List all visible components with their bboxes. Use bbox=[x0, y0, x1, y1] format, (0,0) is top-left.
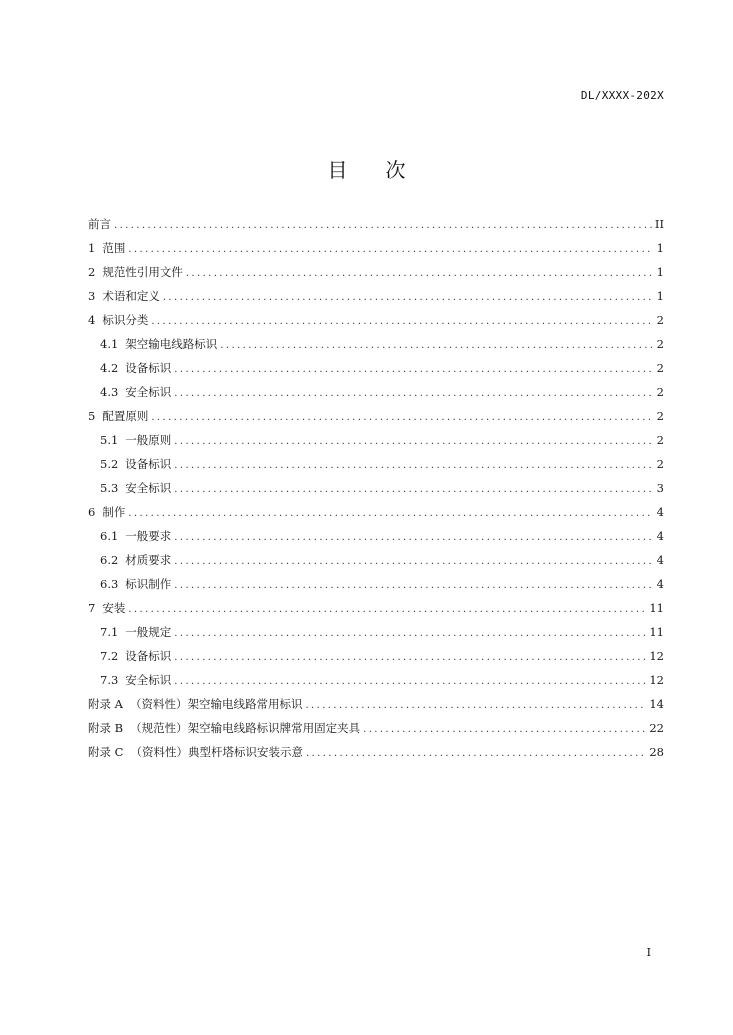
toc-entry-page: 14 bbox=[649, 697, 664, 711]
toc-entry-page: 12 bbox=[649, 673, 664, 687]
toc-entry-number: 附录 B bbox=[88, 721, 124, 735]
toc-entry-label bbox=[100, 380, 171, 404]
toc-entry-page: 1 bbox=[656, 241, 664, 255]
toc-entry[interactable] bbox=[88, 740, 664, 764]
toc-entry-title: 范围 bbox=[102, 241, 126, 255]
toc-entry[interactable] bbox=[88, 380, 664, 404]
toc-dot-leader bbox=[174, 622, 646, 646]
toc-entry[interactable] bbox=[88, 716, 664, 740]
toc-entry-number: 6.3 bbox=[100, 577, 119, 591]
toc-entry-number: 4.1 bbox=[100, 337, 119, 351]
toc-dot-leader bbox=[174, 670, 646, 694]
toc-entry-page: 3 bbox=[656, 481, 664, 495]
toc-entry-title: 架空输电线路标识 bbox=[125, 337, 218, 351]
toc-entry[interactable] bbox=[88, 668, 664, 692]
toc-entry-page: 4 bbox=[656, 553, 664, 567]
toc-entry-page: 2 bbox=[656, 457, 664, 471]
toc-entry[interactable] bbox=[88, 572, 664, 596]
toc-dot-leader bbox=[151, 406, 653, 430]
toc-entry-title: 规范性引用文件 bbox=[102, 265, 183, 279]
toc-entry-number: 6.2 bbox=[100, 553, 119, 567]
toc-entry-label bbox=[88, 500, 125, 524]
toc-dot-leader bbox=[174, 646, 646, 670]
toc-entry-number: 2 bbox=[88, 265, 96, 279]
toc-entry-page: 4 bbox=[656, 577, 664, 591]
toc-entry-label bbox=[88, 236, 125, 260]
toc-entry-page: 4 bbox=[656, 529, 664, 543]
toc-entry-page: II bbox=[654, 217, 664, 231]
toc-entry[interactable] bbox=[88, 236, 664, 260]
toc-entry[interactable] bbox=[88, 212, 664, 236]
toc-entry-label bbox=[88, 740, 303, 764]
toc-entry[interactable] bbox=[88, 452, 664, 476]
toc-entry-title: （规范性）架空输电线路标识牌常用固定夹具 bbox=[130, 721, 361, 735]
toc-entry-title: 一般要求 bbox=[125, 529, 172, 543]
toc-entry-page: 11 bbox=[649, 625, 664, 639]
toc-dot-leader bbox=[151, 310, 653, 334]
toc-entry-number: 4.3 bbox=[100, 385, 119, 399]
toc-entry-number: 5.1 bbox=[100, 433, 119, 447]
toc-entry-page: 2 bbox=[656, 433, 664, 447]
toc-entry-label bbox=[100, 548, 171, 572]
toc-entry-title: 配置原则 bbox=[102, 409, 149, 423]
toc-entry[interactable] bbox=[88, 476, 664, 500]
toc-entry-title: （资料性）架空输电线路常用标识 bbox=[129, 697, 303, 711]
toc-entry-page: 4 bbox=[656, 505, 664, 519]
toc-entry-page: 2 bbox=[656, 313, 664, 327]
toc-dot-leader bbox=[363, 718, 646, 742]
toc-entry-title: 前言 bbox=[88, 217, 111, 231]
toc-entry-title: 一般规定 bbox=[125, 625, 172, 639]
toc-entry-label bbox=[88, 212, 111, 236]
toc-entry-page: 2 bbox=[656, 361, 664, 375]
toc-entry-number: 7 bbox=[88, 601, 96, 615]
toc-dot-leader bbox=[174, 382, 653, 406]
toc-entry-number: 附录 C bbox=[88, 745, 124, 759]
toc-entry-page: 1 bbox=[656, 265, 664, 279]
toc-entry-page: 2 bbox=[656, 337, 664, 351]
toc-dot-leader bbox=[306, 742, 646, 766]
toc-entry-title: 设备标识 bbox=[125, 457, 172, 471]
toc-entry-label bbox=[100, 356, 171, 380]
toc-dot-leader bbox=[174, 430, 653, 454]
toc-entry-label bbox=[100, 452, 171, 476]
toc-title bbox=[0, 154, 733, 183]
toc-entry[interactable] bbox=[88, 548, 664, 572]
toc-dot-leader bbox=[174, 478, 653, 502]
toc-entry-page: 11 bbox=[649, 601, 664, 615]
toc-entry-page: 12 bbox=[649, 649, 664, 663]
toc-entry-label bbox=[100, 572, 171, 596]
toc-entry-title: 设备标识 bbox=[125, 649, 172, 663]
page-number: I bbox=[646, 946, 651, 959]
toc-entry-label bbox=[100, 668, 171, 692]
toc-entry-page: 2 bbox=[656, 385, 664, 399]
toc-entry-label bbox=[88, 716, 360, 740]
toc-dot-leader bbox=[114, 214, 652, 238]
toc-entry-title: 制作 bbox=[102, 505, 126, 519]
toc-entry[interactable] bbox=[88, 500, 664, 524]
toc-title-right: 次 bbox=[385, 158, 406, 182]
toc-entry[interactable] bbox=[88, 524, 664, 548]
toc-entry-title: 设备标识 bbox=[125, 361, 172, 375]
toc-entry-title: （资料性）典型杆塔标识安装示意 bbox=[130, 745, 303, 759]
toc-entry-number: 3 bbox=[88, 289, 96, 303]
toc-list bbox=[88, 212, 664, 764]
toc-entry-label bbox=[100, 644, 171, 668]
toc-dot-leader bbox=[174, 358, 653, 382]
toc-entry[interactable] bbox=[88, 620, 664, 644]
toc-entry[interactable] bbox=[88, 404, 664, 428]
toc-entry-number: 7.2 bbox=[100, 649, 119, 663]
document-code: DL/XXXX-202X bbox=[580, 89, 664, 102]
toc-entry-label bbox=[100, 620, 171, 644]
toc-entry-label bbox=[88, 260, 183, 284]
toc-entry-number: 5 bbox=[88, 409, 96, 423]
toc-entry-page: 28 bbox=[649, 745, 664, 759]
toc-entry-title: 术语和定义 bbox=[102, 289, 160, 303]
toc-entry-page: 1 bbox=[656, 289, 664, 303]
toc-dot-leader bbox=[163, 286, 653, 310]
toc-entry-title: 安装 bbox=[102, 601, 126, 615]
toc-entry-number: 7.1 bbox=[100, 625, 119, 639]
toc-dot-leader bbox=[174, 550, 653, 574]
toc-entry-title: 安全标识 bbox=[125, 385, 172, 399]
toc-entry-number: 7.3 bbox=[100, 673, 119, 687]
toc-entry-label bbox=[88, 284, 160, 308]
toc-entry[interactable] bbox=[88, 308, 664, 332]
toc-entry-label bbox=[100, 428, 171, 452]
toc-entry-title: 材质要求 bbox=[125, 553, 172, 567]
toc-entry-title: 一般原则 bbox=[125, 433, 172, 447]
toc-dot-leader bbox=[305, 694, 646, 718]
toc-entry[interactable] bbox=[88, 692, 664, 716]
toc-entry-label bbox=[88, 692, 302, 716]
toc-entry-number: 6.1 bbox=[100, 529, 119, 543]
toc-entry-label bbox=[100, 332, 217, 356]
toc-entry-page: 2 bbox=[656, 409, 664, 423]
toc-entry[interactable] bbox=[88, 260, 664, 284]
toc-dot-leader bbox=[174, 454, 653, 478]
toc-dot-leader bbox=[128, 502, 653, 526]
toc-entry[interactable] bbox=[88, 428, 664, 452]
toc-entry-number: 4.2 bbox=[100, 361, 119, 375]
toc-entry-title: 安全标识 bbox=[125, 673, 172, 687]
toc-dot-leader bbox=[174, 574, 653, 598]
toc-entry[interactable] bbox=[88, 356, 664, 380]
toc-dot-leader bbox=[128, 238, 653, 262]
toc-entry-title: 标识制作 bbox=[125, 577, 172, 591]
toc-entry-label bbox=[100, 476, 171, 500]
toc-dot-leader bbox=[174, 526, 653, 550]
toc-entry-title: 安全标识 bbox=[125, 481, 172, 495]
toc-dot-leader bbox=[220, 334, 653, 358]
toc-entry-number: 6 bbox=[88, 505, 96, 519]
toc-entry-number: 5.2 bbox=[100, 457, 119, 471]
toc-entry-title: 标识分类 bbox=[102, 313, 149, 327]
toc-entry-label bbox=[88, 308, 148, 332]
toc-entry-number: 5.3 bbox=[100, 481, 119, 495]
toc-entry[interactable] bbox=[88, 332, 664, 356]
toc-entry[interactable] bbox=[88, 284, 664, 308]
toc-entry-label bbox=[100, 524, 171, 548]
toc-dot-leader bbox=[128, 598, 646, 622]
toc-entry-number: 4 bbox=[88, 313, 96, 327]
toc-entry-label bbox=[88, 404, 148, 428]
toc-entry-number: 1 bbox=[88, 241, 96, 255]
toc-entry-page: 22 bbox=[649, 721, 664, 735]
toc-title-left: 目 bbox=[327, 158, 348, 182]
toc-entry-number: 附录 A bbox=[88, 697, 123, 711]
toc-dot-leader bbox=[186, 262, 653, 286]
toc-entry[interactable] bbox=[88, 644, 664, 668]
toc-entry-label bbox=[88, 596, 125, 620]
toc-entry[interactable] bbox=[88, 596, 664, 620]
